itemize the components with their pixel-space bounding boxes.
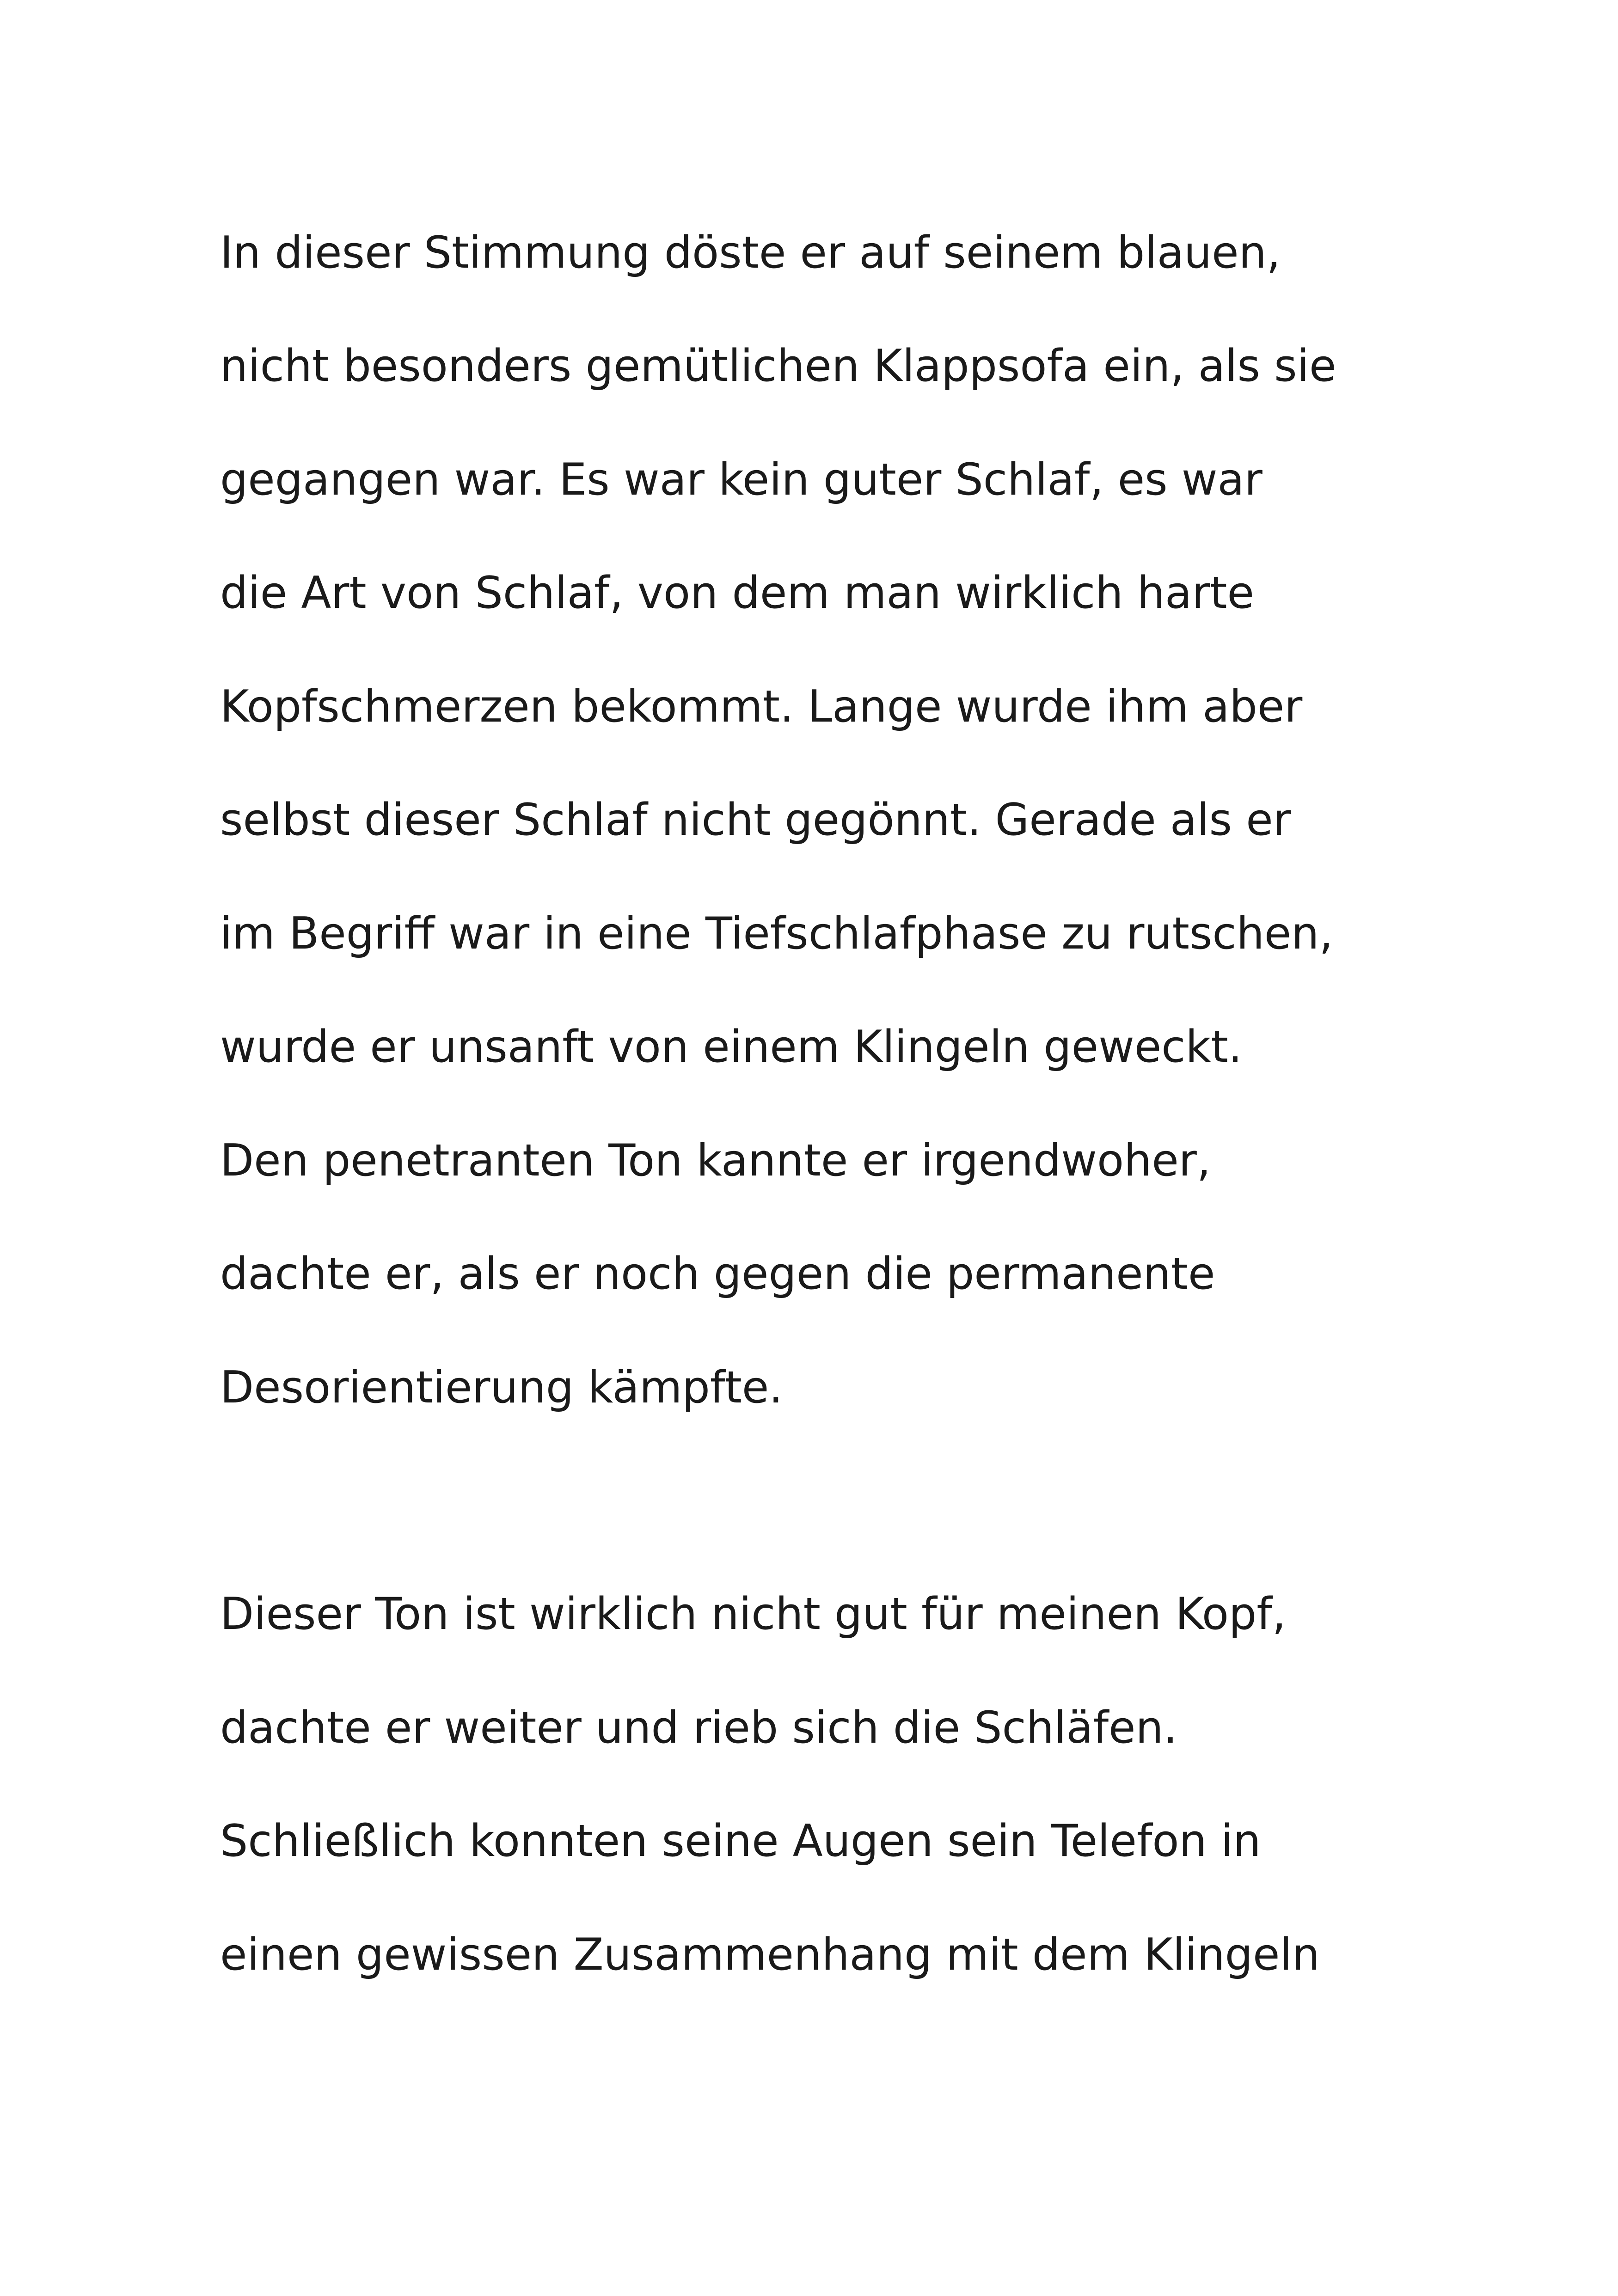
text-line: Den penetranten Ton kannte er irgendwoher, xyxy=(220,1135,1211,1186)
text-line: Kopfschmerzen bekommt. Lange wurde ihm aber xyxy=(220,681,1303,732)
text-line: im Begriff war in eine Tiefschlafphase zu rutschen, xyxy=(220,908,1333,959)
text-line: gegangen war. Es war kein guter Schlaf, es war xyxy=(220,454,1263,505)
text-line: die Art von Schlaf, von dem man wirklich harte xyxy=(220,568,1254,618)
text-line: Dieser Ton ist wirklich nicht gut für meinen Kopf, xyxy=(220,1589,1286,1640)
text-line: wurde er unsanft von einem Klingeln geweckt. xyxy=(220,1022,1242,1072)
text-line: dachte er, als er noch gegen die permanente xyxy=(220,1249,1215,1299)
text-line: dachte er weiter und rieb sich die Schläfen. xyxy=(220,1702,1177,1753)
text-line: Schließlich konnten seine Augen sein Telefon in xyxy=(220,1816,1261,1867)
text-line: In dieser Stimmung döste er auf seinem blauen, xyxy=(220,227,1281,278)
text-line: einen gewissen Zusammenhang mit dem Klingeln xyxy=(220,1929,1320,1980)
text-line: Desorientierung kämpfte. xyxy=(220,1362,783,1413)
text-line: selbst dieser Schlaf nicht gegönnt. Gerade als er xyxy=(220,795,1291,845)
text-line: nicht besonders gemütlichen Klappsofa ein, als sie xyxy=(220,341,1336,392)
